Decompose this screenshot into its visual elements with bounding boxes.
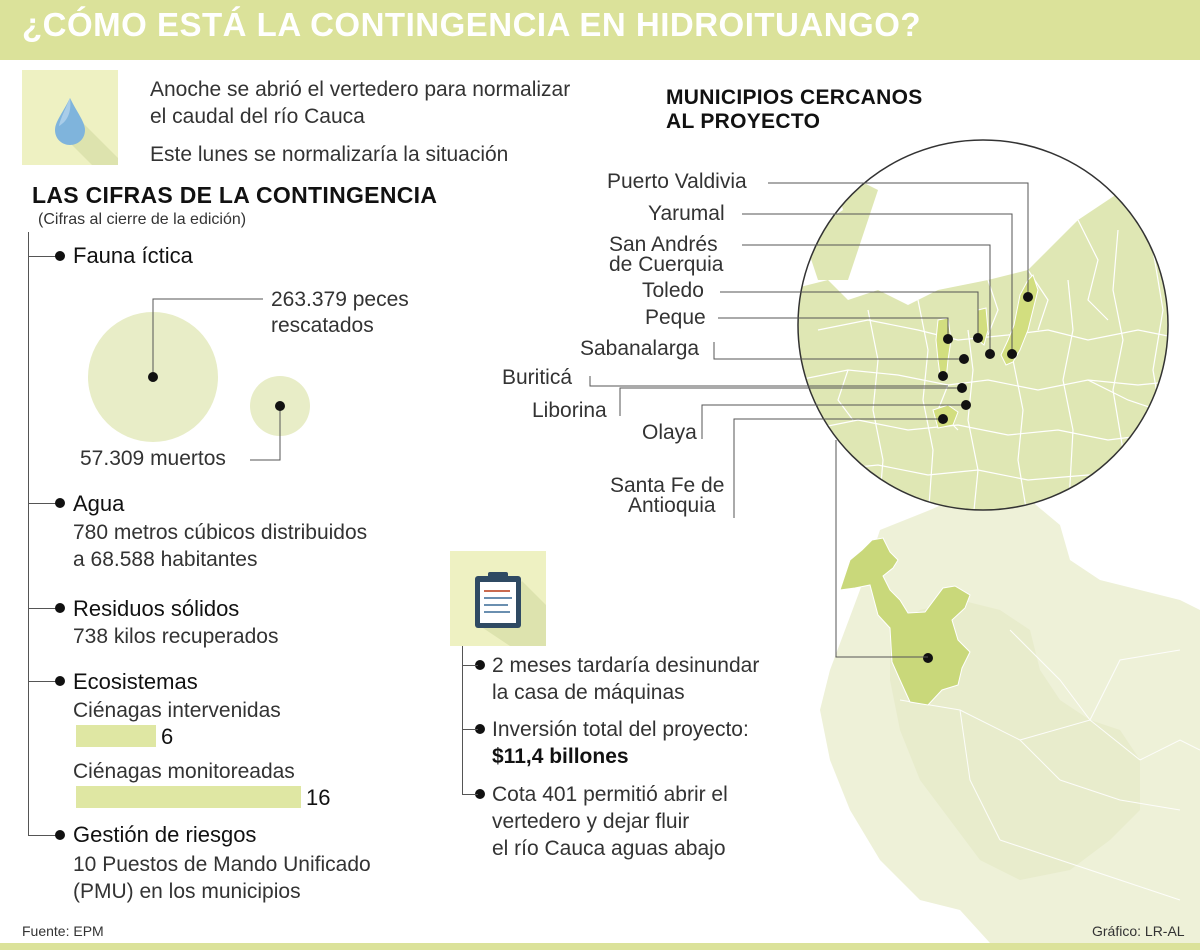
proyecto-item2-line1: Inversión total del proyecto: [492, 718, 749, 741]
fauna-title: Fauna íctica [73, 243, 193, 268]
muni-yarumal: Yarumal [648, 202, 725, 225]
footer-bar [0, 943, 1200, 950]
agua-line2: a 68.588 habitantes [73, 548, 258, 571]
cienagas-intervenidas-label: Ciénagas intervenidas [73, 699, 281, 722]
muni-puerto-valdivia: Puerto Valdivia [607, 170, 747, 193]
clipboard-tile [450, 551, 546, 646]
intro-line-3: Este lunes se normalizaría la situación [150, 143, 509, 166]
proyecto-item3-line3: el río Cauca aguas abajo [492, 837, 726, 860]
map-title-line1: MUNICIPIOS CERCANOS [666, 86, 923, 109]
agua-title: Agua [73, 491, 125, 516]
proyecto-item3-line2: vertedero y dejar fluir [492, 810, 690, 833]
map-title-line2: AL PROYECTO [666, 110, 821, 133]
muni-peque: Peque [645, 306, 706, 329]
residuos-line1: 738 kilos recuperados [73, 625, 279, 648]
graphic-credit: Gráfico: LR-AL [1092, 923, 1185, 939]
muni-olaya: Olaya [642, 421, 697, 444]
timeline-tick [462, 794, 478, 795]
muni-santa-fe-1: Santa Fe de [610, 474, 725, 497]
proyecto-line [462, 646, 463, 794]
muni-liborina: Liborina [532, 399, 607, 422]
source-credit: Fuente: EPM [22, 923, 104, 939]
riesgos-title: Gestión de riesgos [73, 822, 257, 847]
muni-sabanalarga: Sabanalarga [580, 337, 700, 360]
residuos-title: Residuos sólidos [73, 596, 240, 621]
proyecto-item1-line1: 2 meses tardaría desinundar [492, 654, 760, 677]
riesgos-line1: 10 Puestos de Mando Unificado [73, 853, 371, 876]
muni-santa-fe-2: Antioquia [628, 494, 716, 517]
cienagas-intervenidas-value: 6 [161, 724, 174, 749]
muni-toledo: Toledo [642, 279, 704, 302]
proyecto-item3-line1: Cota 401 permitió abrir el [492, 783, 728, 806]
muni-san-andres-2: de Cuerquia [609, 253, 724, 276]
proyecto-item1-line2: la casa de máquinas [492, 681, 685, 704]
cienagas-monitoreadas-value: 16 [306, 785, 331, 810]
ecosistemas-title: Ecosistemas [73, 669, 198, 694]
muni-buritica: Buriticá [502, 366, 573, 389]
muni-san-andres-1: San Andrés [609, 233, 718, 256]
fauna-dead-label: 57.309 muertos [80, 447, 226, 470]
riesgos-line2: (PMU) en los municipios [73, 880, 301, 903]
cifras-subtitle: (Cifras al cierre de la edición) [38, 211, 247, 228]
proyecto-item2-line2: $11,4 billones [492, 745, 629, 768]
cienagas-monitoreadas-label: Ciénagas monitoreadas [73, 760, 295, 783]
cifras-title: LAS CIFRAS DE LA CONTINGENCIA [32, 182, 438, 208]
intro-line-1: Anoche se abrió el vertedero para normalizar [150, 78, 571, 101]
page-title: ¿CÓMO ESTÁ LA CONTINGENCIA EN HIDROITUANGO? [22, 6, 922, 43]
fauna-rescued-line2: rescatados [271, 314, 374, 337]
timeline-tick [462, 665, 478, 666]
timeline-tick [462, 729, 478, 730]
agua-line1: 780 metros cúbicos distribuidos [73, 521, 368, 544]
clipboard-icon [450, 551, 546, 646]
intro-line-2: el caudal del río Cauca [150, 105, 365, 128]
fauna-rescued-line1: 263.379 peces [271, 288, 409, 311]
